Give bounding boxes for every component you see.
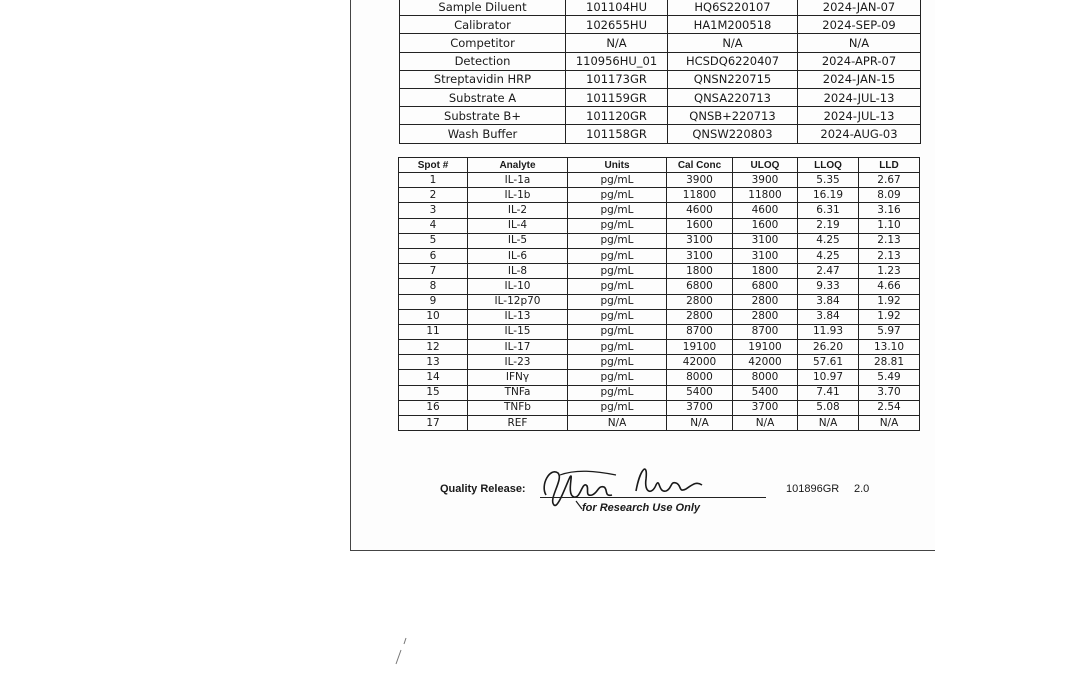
table-cell: N/A (733, 416, 798, 431)
reagent-row (400, 70, 921, 88)
table-row (399, 188, 920, 203)
table-cell: IFNγ (468, 370, 568, 385)
table-cell: 13 (399, 355, 468, 370)
table-cell: 8000 (733, 370, 798, 385)
reagent-catalog-cell: 101173GR (566, 70, 668, 88)
table-cell: 3100 (667, 233, 733, 248)
reagent-name-cell: Substrate B+ (400, 107, 566, 125)
reagent-catalog-cell: 110956HU_01 (566, 52, 668, 70)
table-row (399, 309, 920, 324)
table-cell: 4.25 (798, 233, 859, 248)
column-header: Spot # (399, 158, 468, 173)
table-cell: pg/mL (568, 324, 667, 339)
table-row (399, 370, 920, 385)
table-cell: 3 (399, 203, 468, 218)
document-version: 2.0 (854, 483, 870, 495)
table-cell: 1.92 (859, 309, 920, 324)
table-row (399, 400, 920, 415)
table-cell: IL-2 (468, 203, 568, 218)
table-cell: 8000 (667, 370, 733, 385)
table-row (399, 218, 920, 233)
table-cell: 5.49 (859, 370, 920, 385)
reagent-lot-cell: QNSN220715 (668, 70, 798, 88)
table-cell: 2.54 (859, 400, 920, 415)
table-cell: 1.92 (859, 294, 920, 309)
document-number: 101896GR (786, 483, 840, 495)
table-cell: IL-8 (468, 264, 568, 279)
table-cell: 4600 (733, 203, 798, 218)
table-cell: 9.33 (798, 279, 859, 294)
table-cell: N/A (568, 416, 667, 431)
table-cell: 5.35 (798, 173, 859, 188)
table-cell: 8700 (667, 324, 733, 339)
table-cell: 5.08 (798, 400, 859, 415)
table-cell: 4.25 (798, 248, 859, 263)
table-cell: 2.13 (859, 248, 920, 263)
quality-release-label: Quality Release: (440, 483, 526, 495)
reagent-expiry-cell: 2024-JAN-15 (798, 70, 921, 88)
column-header: LLD (859, 158, 920, 173)
reagent-lot-cell: QNSA220713 (668, 88, 798, 106)
table-cell: 3100 (733, 233, 798, 248)
table-cell: 10 (399, 309, 468, 324)
table-cell: pg/mL (568, 385, 667, 400)
table-cell: 2800 (733, 309, 798, 324)
reagent-row (400, 107, 921, 125)
table-cell: IL-12p70 (468, 294, 568, 309)
research-use-note: for Research Use Only (582, 502, 700, 514)
reagent-catalog-cell: N/A (566, 34, 668, 52)
reagent-row (400, 16, 921, 34)
table-cell: 17 (399, 416, 468, 431)
table-cell: 5400 (667, 385, 733, 400)
table-cell: 42000 (733, 355, 798, 370)
reagent-lot-cell: N/A (668, 34, 798, 52)
table-cell: N/A (667, 416, 733, 431)
table-cell: 6800 (733, 279, 798, 294)
table-cell: 2.19 (798, 218, 859, 233)
reagent-name-cell: Competitor (400, 34, 566, 52)
column-header: LLOQ (798, 158, 859, 173)
reagent-lot-cell: QNSW220803 (668, 125, 798, 143)
table-cell: 1600 (667, 218, 733, 233)
table-cell: 3.16 (859, 203, 920, 218)
table-cell: 3100 (667, 248, 733, 263)
table-cell: pg/mL (568, 340, 667, 355)
table-cell: IL-1a (468, 173, 568, 188)
table-cell: 3.84 (798, 294, 859, 309)
table-cell: IL-10 (468, 279, 568, 294)
table-cell: IL-23 (468, 355, 568, 370)
table-cell: 1 (399, 173, 468, 188)
table-cell: 6800 (667, 279, 733, 294)
reagent-lot-cell: HA1M200518 (668, 16, 798, 34)
reagent-catalog-cell: 102655HU (566, 16, 668, 34)
reagent-lot-cell: QNSB+220713 (668, 107, 798, 125)
table-cell: pg/mL (568, 203, 667, 218)
reagent-expiry-cell: N/A (798, 34, 921, 52)
table-cell: 4600 (667, 203, 733, 218)
table-cell: 6 (399, 248, 468, 263)
table-row (399, 340, 920, 355)
table-cell: 3900 (733, 173, 798, 188)
table-cell: N/A (798, 416, 859, 431)
table-cell: 1600 (733, 218, 798, 233)
table-cell: 2800 (667, 309, 733, 324)
reagent-row (400, 52, 921, 70)
table-cell: 2.47 (798, 264, 859, 279)
table-cell: 8.09 (859, 188, 920, 203)
table-cell: 11800 (667, 188, 733, 203)
table-cell: 2.67 (859, 173, 920, 188)
table-cell: 11800 (733, 188, 798, 203)
table-cell: 5 (399, 233, 468, 248)
table-cell: 2.13 (859, 233, 920, 248)
reagent-row (400, 125, 921, 143)
table-cell: 3700 (667, 400, 733, 415)
column-header: ULOQ (733, 158, 798, 173)
table-cell: 3100 (733, 248, 798, 263)
table-row (399, 385, 920, 400)
reagent-lot-cell: HQ6S220107 (668, 0, 798, 16)
table-cell: pg/mL (568, 279, 667, 294)
table-cell: pg/mL (568, 264, 667, 279)
table-cell: pg/mL (568, 173, 667, 188)
reagent-expiry-cell: 2024-SEP-09 (798, 16, 921, 34)
table-cell: 19100 (667, 340, 733, 355)
table-cell: pg/mL (568, 370, 667, 385)
table-cell: 7.41 (798, 385, 859, 400)
reagent-name-cell: Wash Buffer (400, 125, 566, 143)
table-cell: 1800 (667, 264, 733, 279)
table-cell: 8 (399, 279, 468, 294)
reagent-name-cell: Calibrator (400, 16, 566, 34)
table-cell: 19100 (733, 340, 798, 355)
table-cell: IL-13 (468, 309, 568, 324)
reagent-catalog-cell: 101158GR (566, 125, 668, 143)
table-row (399, 233, 920, 248)
scan-artifact (394, 636, 408, 666)
table-cell: 6.31 (798, 203, 859, 218)
table-row (399, 173, 920, 188)
table-cell: 5400 (733, 385, 798, 400)
reagent-lot-table (399, 0, 921, 144)
table-cell: 9 (399, 294, 468, 309)
table-cell: IL-6 (468, 248, 568, 263)
table-cell: 3700 (733, 400, 798, 415)
analyte-table-header (399, 158, 920, 173)
table-cell: 1800 (733, 264, 798, 279)
table-cell: pg/mL (568, 355, 667, 370)
table-cell: 42000 (667, 355, 733, 370)
table-cell: IL-17 (468, 340, 568, 355)
table-cell: pg/mL (568, 309, 667, 324)
column-header: Analyte (468, 158, 568, 173)
table-cell: 2800 (667, 294, 733, 309)
reagent-row (400, 34, 921, 52)
table-row (399, 294, 920, 309)
table-cell: pg/mL (568, 400, 667, 415)
reagent-expiry-cell: 2024-AUG-03 (798, 125, 921, 143)
table-cell: 14 (399, 370, 468, 385)
table-cell: pg/mL (568, 294, 667, 309)
column-header: Units (568, 158, 667, 173)
table-cell: 3900 (667, 173, 733, 188)
table-cell: 13.10 (859, 340, 920, 355)
table-cell: 4.66 (859, 279, 920, 294)
table-row (399, 279, 920, 294)
table-cell: IL-1b (468, 188, 568, 203)
table-row (399, 203, 920, 218)
table-cell: 1.23 (859, 264, 920, 279)
table-cell: REF (468, 416, 568, 431)
reagent-name-cell: Sample Diluent (400, 0, 566, 16)
table-cell: 16 (399, 400, 468, 415)
reagent-catalog-cell: 101159GR (566, 88, 668, 106)
signature-line (540, 497, 766, 498)
table-cell: TNFa (468, 385, 568, 400)
reagent-row (400, 0, 921, 16)
table-cell: 5.97 (859, 324, 920, 339)
table-cell: 11 (399, 324, 468, 339)
reagent-expiry-cell: 2024-JUL-13 (798, 107, 921, 125)
table-cell: pg/mL (568, 248, 667, 263)
table-cell: 10.97 (798, 370, 859, 385)
table-cell: pg/mL (568, 218, 667, 233)
table-cell: 57.61 (798, 355, 859, 370)
table-cell: 12 (399, 340, 468, 355)
reagent-name-cell: Streptavidin HRP (400, 70, 566, 88)
table-cell: 11.93 (798, 324, 859, 339)
table-row (399, 248, 920, 263)
table-row (399, 416, 920, 431)
analyte-table-body (399, 173, 920, 431)
reagent-name-cell: Detection (400, 52, 566, 70)
table-cell: IL-5 (468, 233, 568, 248)
reagent-expiry-cell: 2024-APR-07 (798, 52, 921, 70)
table-cell: TNFb (468, 400, 568, 415)
table-cell: 2800 (733, 294, 798, 309)
table-cell: 16.19 (798, 188, 859, 203)
reagent-expiry-cell: 2024-JAN-07 (798, 0, 921, 16)
table-row (399, 264, 920, 279)
table-row (399, 324, 920, 339)
table-cell: pg/mL (568, 233, 667, 248)
table-cell: 3.70 (859, 385, 920, 400)
table-cell: 1.10 (859, 218, 920, 233)
reagent-expiry-cell: 2024-JUL-13 (798, 88, 921, 106)
table-cell: IL-15 (468, 324, 568, 339)
table-cell: 7 (399, 264, 468, 279)
table-cell: 26.20 (798, 340, 859, 355)
table-cell: 8700 (733, 324, 798, 339)
reagent-row (400, 88, 921, 106)
analyte-specification-table (398, 157, 920, 431)
reagent-name-cell: Substrate A (400, 88, 566, 106)
table-cell: 28.81 (859, 355, 920, 370)
table-cell: 2 (399, 188, 468, 203)
table-cell: IL-4 (468, 218, 568, 233)
table-cell: 3.84 (798, 309, 859, 324)
reagent-table-body (400, 0, 921, 143)
column-header: Cal Conc (667, 158, 733, 173)
reagent-catalog-cell: 101120GR (566, 107, 668, 125)
table-cell: N/A (859, 416, 920, 431)
table-row (399, 355, 920, 370)
table-cell: 4 (399, 218, 468, 233)
reagent-catalog-cell: 101104HU (566, 0, 668, 16)
table-cell: 15 (399, 385, 468, 400)
reagent-lot-cell: HCSDQ6220407 (668, 52, 798, 70)
table-cell: pg/mL (568, 188, 667, 203)
